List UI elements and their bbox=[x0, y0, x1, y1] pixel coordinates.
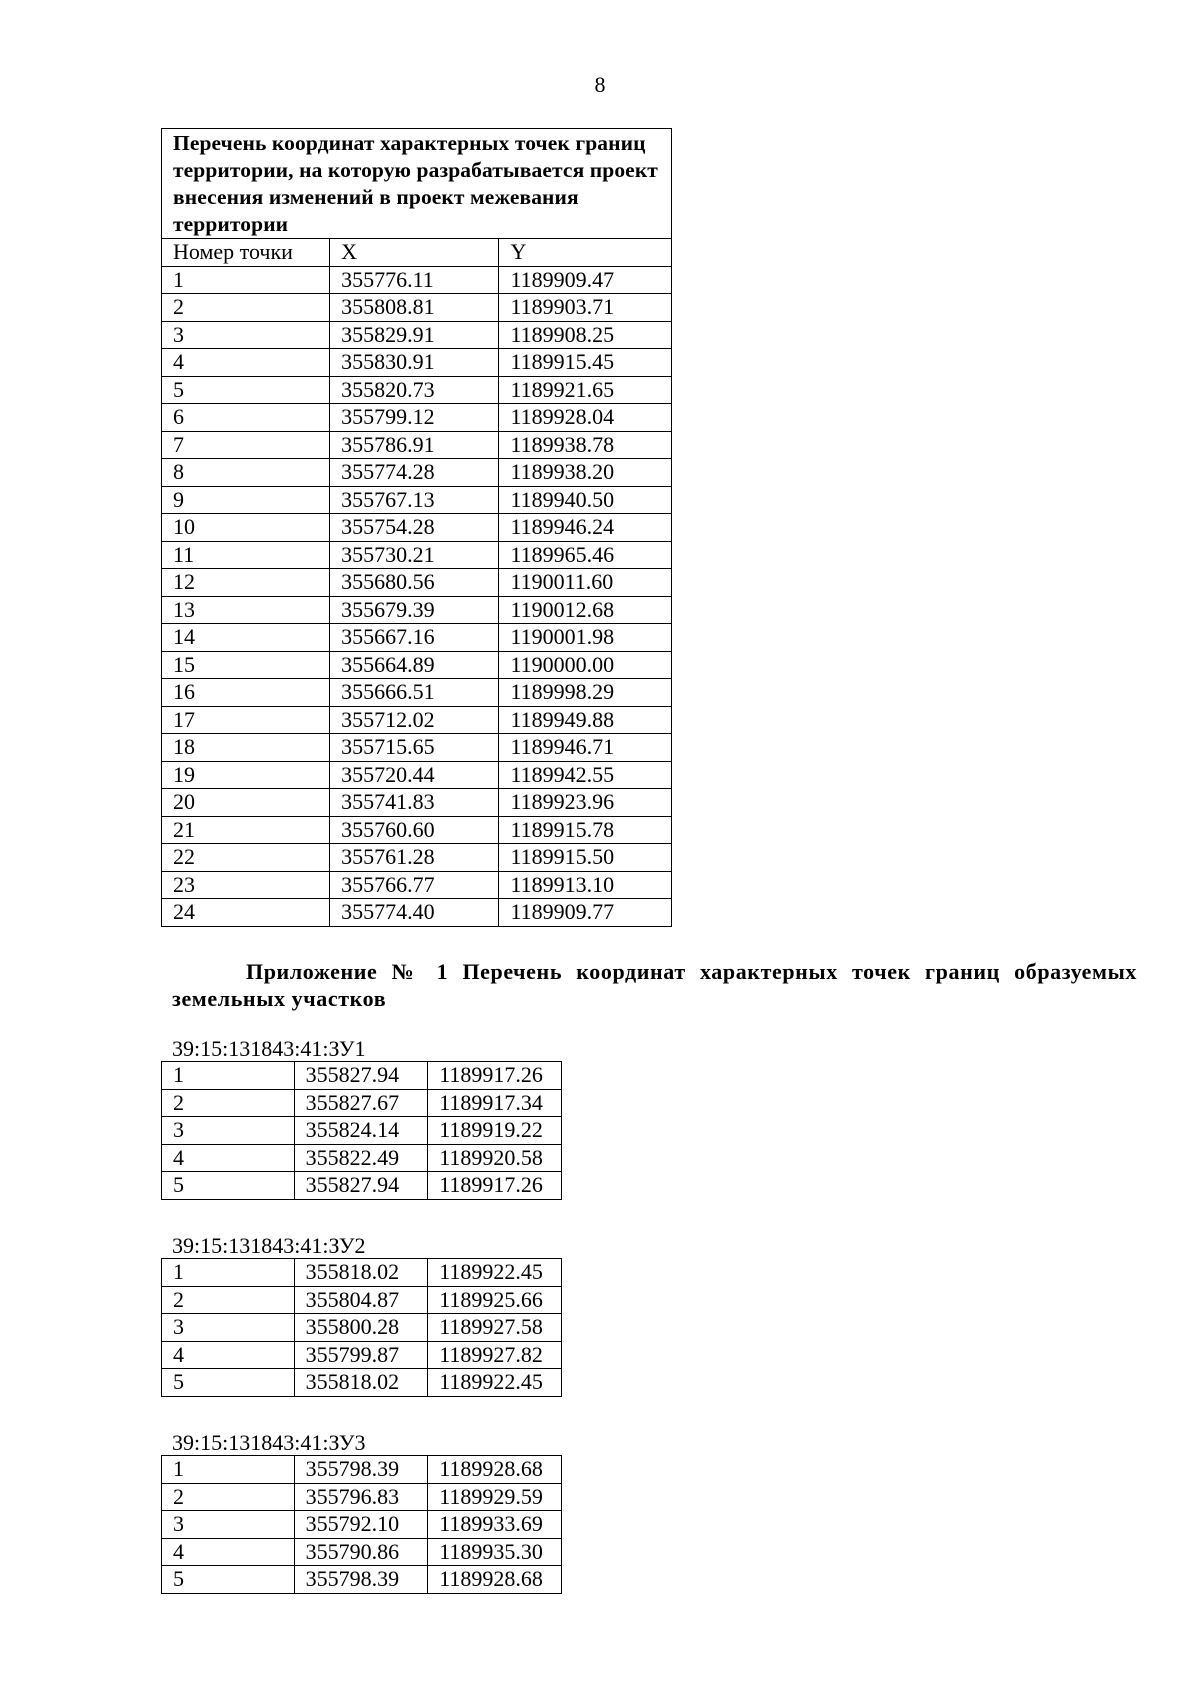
table-row bbox=[162, 459, 672, 487]
cell-x: 355818.02 bbox=[294, 1369, 428, 1397]
page-number: 8 bbox=[594, 72, 606, 97]
cell-y: 1189938.20 bbox=[499, 459, 672, 487]
cell-y: 1189942.55 bbox=[499, 761, 672, 789]
cell-x: 355799.87 bbox=[294, 1341, 428, 1369]
cell-y: 1189915.78 bbox=[499, 816, 672, 844]
table-header-row bbox=[162, 239, 672, 267]
cell-y: 1189928.68 bbox=[428, 1566, 562, 1594]
cell-point-number: 5 bbox=[162, 1172, 295, 1200]
cell-point-number: 19 bbox=[162, 761, 330, 789]
cell-point-number: 23 bbox=[162, 871, 330, 899]
table-row bbox=[162, 761, 672, 789]
table-row bbox=[162, 349, 672, 377]
cell-point-number: 3 bbox=[162, 1314, 295, 1342]
cell-y: 1189917.34 bbox=[428, 1089, 562, 1117]
cell-x: 355776.11 bbox=[330, 266, 499, 294]
cell-point-number: 24 bbox=[162, 899, 330, 927]
cell-point-number: 18 bbox=[162, 734, 330, 762]
cell-point-number: 5 bbox=[162, 376, 330, 404]
cell-point-number: 4 bbox=[162, 1144, 295, 1172]
table-row bbox=[162, 1483, 562, 1511]
cell-point-number: 15 bbox=[162, 651, 330, 679]
cell-point-number: 4 bbox=[162, 349, 330, 377]
cell-x: 355754.28 bbox=[330, 514, 499, 542]
cell-y: 1189908.25 bbox=[499, 321, 672, 349]
table-row bbox=[162, 294, 672, 322]
cell-y: 1189922.45 bbox=[428, 1259, 562, 1287]
cell-x: 355767.13 bbox=[330, 486, 499, 514]
cell-point-number: 3 bbox=[162, 1511, 295, 1539]
cell-y: 1189925.66 bbox=[428, 1286, 562, 1314]
cell-y: 1189903.71 bbox=[499, 294, 672, 322]
table-row bbox=[162, 1341, 562, 1369]
cell-y: 1189922.45 bbox=[428, 1369, 562, 1397]
cell-y: 1189915.50 bbox=[499, 844, 672, 872]
table-row bbox=[162, 844, 672, 872]
table-row bbox=[162, 1089, 562, 1117]
table-row bbox=[162, 431, 672, 459]
appendix-heading-text: Приложение № 1 Перечень координат характерных точек границ образуемых земельных участков bbox=[172, 959, 1137, 1011]
cell-y: 1189919.22 bbox=[428, 1117, 562, 1145]
boundary-coordinates-table bbox=[161, 128, 672, 927]
cell-x: 355804.87 bbox=[294, 1286, 428, 1314]
cell-x: 355818.02 bbox=[294, 1259, 428, 1287]
parcel-table-zu3 bbox=[161, 1455, 562, 1594]
cell-y: 1189909.47 bbox=[499, 266, 672, 294]
cell-point-number: 5 bbox=[162, 1566, 295, 1594]
table-row bbox=[162, 486, 672, 514]
cell-point-number: 1 bbox=[162, 1456, 295, 1484]
cell-point-number: 21 bbox=[162, 816, 330, 844]
cell-x: 355820.73 bbox=[330, 376, 499, 404]
cell-x: 355796.83 bbox=[294, 1483, 428, 1511]
cell-y: 1189920.58 bbox=[428, 1144, 562, 1172]
cell-y: 1189909.77 bbox=[499, 899, 672, 927]
cell-point-number: 17 bbox=[162, 706, 330, 734]
table-row bbox=[162, 1117, 562, 1145]
cell-point-number: 4 bbox=[162, 1538, 295, 1566]
cell-point-number: 20 bbox=[162, 789, 330, 817]
table-row bbox=[162, 1286, 562, 1314]
table-caption-row bbox=[162, 129, 672, 239]
cell-point-number: 8 bbox=[162, 459, 330, 487]
table-row bbox=[162, 1511, 562, 1539]
table-row bbox=[162, 1314, 562, 1342]
cell-x: 355798.39 bbox=[294, 1566, 428, 1594]
cell-point-number: 2 bbox=[162, 1483, 295, 1511]
table-row bbox=[162, 1259, 562, 1287]
cell-x: 355664.89 bbox=[330, 651, 499, 679]
cell-x: 355741.83 bbox=[330, 789, 499, 817]
cell-y: 1189946.71 bbox=[499, 734, 672, 762]
cell-x: 355808.81 bbox=[330, 294, 499, 322]
table-row bbox=[162, 1538, 562, 1566]
cell-y: 1189998.29 bbox=[499, 679, 672, 707]
cell-x: 355766.77 bbox=[330, 871, 499, 899]
cell-x: 355730.21 bbox=[330, 541, 499, 569]
table-row bbox=[162, 596, 672, 624]
cell-point-number: 9 bbox=[162, 486, 330, 514]
cell-y: 1189946.24 bbox=[499, 514, 672, 542]
cell-y: 1190011.60 bbox=[499, 569, 672, 597]
cell-point-number: 13 bbox=[162, 596, 330, 624]
table-row bbox=[162, 679, 672, 707]
cell-x: 355720.44 bbox=[330, 761, 499, 789]
cell-x: 355786.91 bbox=[330, 431, 499, 459]
cell-y: 1189928.68 bbox=[428, 1456, 562, 1484]
cell-y: 1189917.26 bbox=[428, 1172, 562, 1200]
table-row bbox=[162, 1566, 562, 1594]
cell-y: 1189917.26 bbox=[428, 1062, 562, 1090]
cell-point-number: 1 bbox=[162, 1062, 295, 1090]
cell-point-number: 22 bbox=[162, 844, 330, 872]
cell-x: 355827.67 bbox=[294, 1089, 428, 1117]
cell-x: 355712.02 bbox=[330, 706, 499, 734]
cell-point-number: 2 bbox=[162, 1089, 295, 1117]
table-row bbox=[162, 624, 672, 652]
table-row bbox=[162, 541, 672, 569]
table-row bbox=[162, 1369, 562, 1397]
cell-y: 1189921.65 bbox=[499, 376, 672, 404]
cell-y: 1189933.69 bbox=[428, 1511, 562, 1539]
cell-y: 1189913.10 bbox=[499, 871, 672, 899]
cell-point-number: 4 bbox=[162, 1341, 295, 1369]
cell-x: 355774.28 bbox=[330, 459, 499, 487]
table-row bbox=[162, 899, 672, 927]
table-row bbox=[162, 1144, 562, 1172]
parcel-table-body bbox=[162, 1062, 562, 1200]
cell-y: 1190001.98 bbox=[499, 624, 672, 652]
cell-point-number: 2 bbox=[162, 294, 330, 322]
parcel-id-zu1: 39:15:131843:41:ЗУ1 bbox=[172, 1036, 366, 1061]
parcel-id-zu2: 39:15:131843:41:ЗУ2 bbox=[172, 1233, 366, 1258]
table-row bbox=[162, 376, 672, 404]
cell-x: 355760.60 bbox=[330, 816, 499, 844]
cell-y: 1189923.96 bbox=[499, 789, 672, 817]
cell-x: 355827.94 bbox=[294, 1062, 428, 1090]
table-row bbox=[162, 734, 672, 762]
table-row bbox=[162, 1062, 562, 1090]
cell-point-number: 12 bbox=[162, 569, 330, 597]
cell-point-number: 14 bbox=[162, 624, 330, 652]
cell-x: 355827.94 bbox=[294, 1172, 428, 1200]
cell-y: 1189928.04 bbox=[499, 404, 672, 432]
cell-x: 355680.56 bbox=[330, 569, 499, 597]
table-caption: Перечень координат характерных точек границ территории, на которую разрабатывается проект внесения изменений в проект межевания территории bbox=[162, 129, 672, 239]
cell-y: 1189915.45 bbox=[499, 349, 672, 377]
cell-point-number: 7 bbox=[162, 431, 330, 459]
parcel-table-zu2 bbox=[161, 1258, 562, 1397]
cell-point-number: 6 bbox=[162, 404, 330, 432]
table-row bbox=[162, 266, 672, 294]
header-y: Y bbox=[499, 239, 672, 267]
cell-x: 355800.28 bbox=[294, 1314, 428, 1342]
table-row bbox=[162, 404, 672, 432]
parcel-table-zu1 bbox=[161, 1061, 562, 1200]
cell-x: 355798.39 bbox=[294, 1456, 428, 1484]
table-row bbox=[162, 321, 672, 349]
cell-x: 355799.12 bbox=[330, 404, 499, 432]
cell-point-number: 16 bbox=[162, 679, 330, 707]
table-row bbox=[162, 569, 672, 597]
cell-y: 1190012.68 bbox=[499, 596, 672, 624]
table-row bbox=[162, 1172, 562, 1200]
cell-y: 1190000.00 bbox=[499, 651, 672, 679]
cell-point-number: 5 bbox=[162, 1369, 295, 1397]
cell-point-number: 1 bbox=[162, 266, 330, 294]
table-row bbox=[162, 816, 672, 844]
cell-point-number: 3 bbox=[162, 321, 330, 349]
cell-x: 355829.91 bbox=[330, 321, 499, 349]
header-point-number: Номер точки bbox=[162, 239, 330, 267]
cell-point-number: 1 bbox=[162, 1259, 295, 1287]
cell-x: 355824.14 bbox=[294, 1117, 428, 1145]
table-row bbox=[162, 1456, 562, 1484]
cell-x: 355667.16 bbox=[330, 624, 499, 652]
cell-x: 355830.91 bbox=[330, 349, 499, 377]
appendix-heading bbox=[172, 958, 1137, 1012]
parcel-table-body bbox=[162, 1259, 562, 1397]
parcel-table-body bbox=[162, 1456, 562, 1594]
cell-x: 355715.65 bbox=[330, 734, 499, 762]
cell-x: 355792.10 bbox=[294, 1511, 428, 1539]
cell-x: 355761.28 bbox=[330, 844, 499, 872]
cell-y: 1189927.58 bbox=[428, 1314, 562, 1342]
cell-point-number: 10 bbox=[162, 514, 330, 542]
header-x: X bbox=[330, 239, 499, 267]
table-row bbox=[162, 514, 672, 542]
table-row bbox=[162, 871, 672, 899]
cell-point-number: 11 bbox=[162, 541, 330, 569]
cell-x: 355666.51 bbox=[330, 679, 499, 707]
table-row bbox=[162, 706, 672, 734]
cell-y: 1189929.59 bbox=[428, 1483, 562, 1511]
cell-y: 1189935.30 bbox=[428, 1538, 562, 1566]
cell-y: 1189940.50 bbox=[499, 486, 672, 514]
cell-x: 355774.40 bbox=[330, 899, 499, 927]
cell-point-number: 2 bbox=[162, 1286, 295, 1314]
boundary-coordinates-body bbox=[162, 266, 672, 926]
cell-y: 1189927.82 bbox=[428, 1341, 562, 1369]
cell-y: 1189949.88 bbox=[499, 706, 672, 734]
table-row bbox=[162, 789, 672, 817]
cell-y: 1189938.78 bbox=[499, 431, 672, 459]
cell-point-number: 3 bbox=[162, 1117, 295, 1145]
cell-x: 355790.86 bbox=[294, 1538, 428, 1566]
cell-y: 1189965.46 bbox=[499, 541, 672, 569]
parcel-id-zu3: 39:15:131843:41:ЗУ3 bbox=[172, 1430, 366, 1455]
cell-x: 355822.49 bbox=[294, 1144, 428, 1172]
cell-x: 355679.39 bbox=[330, 596, 499, 624]
table-row bbox=[162, 651, 672, 679]
